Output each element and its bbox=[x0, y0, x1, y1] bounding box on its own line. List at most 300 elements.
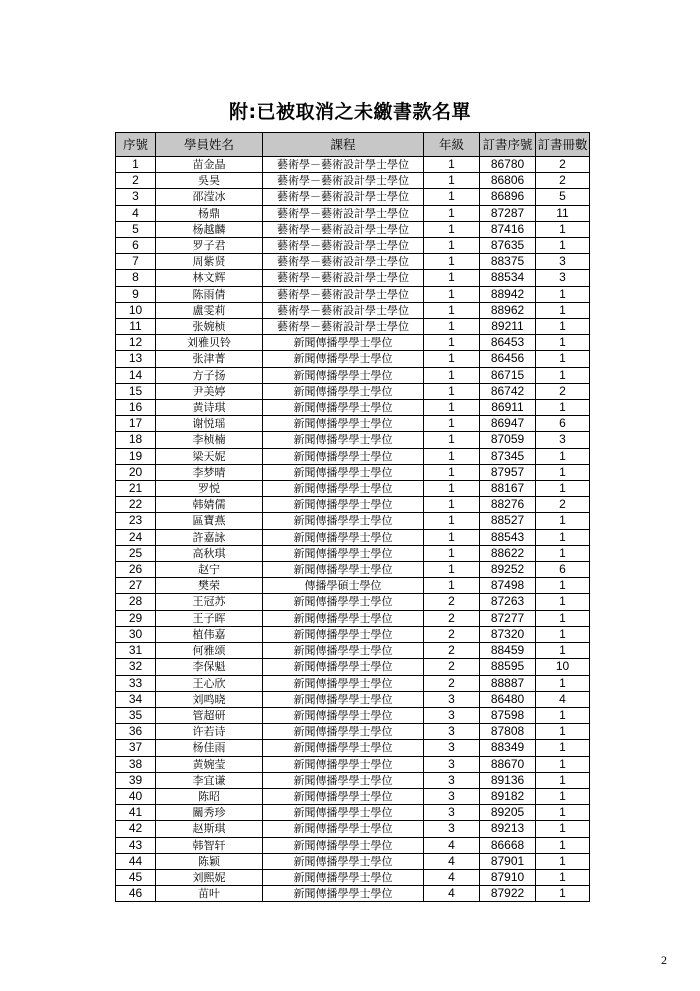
cell-book-count: 1 bbox=[536, 529, 590, 545]
table-row bbox=[116, 513, 590, 529]
cell-seq: 23 bbox=[116, 513, 156, 529]
cell-grade: 1 bbox=[424, 562, 480, 578]
cell-book-count: 1 bbox=[536, 821, 590, 837]
cell-order-number: 88459 bbox=[480, 643, 536, 659]
cell-order-number: 87059 bbox=[480, 432, 536, 448]
cell-name: 關秀珍 bbox=[156, 805, 263, 821]
cell-name: 陈颖 bbox=[156, 853, 263, 869]
cell-seq: 2 bbox=[116, 173, 156, 189]
cell-grade: 1 bbox=[424, 513, 480, 529]
table-row bbox=[116, 205, 590, 221]
cell-name: 张婉桢 bbox=[156, 319, 263, 335]
cell-grade: 1 bbox=[424, 416, 480, 432]
cell-name: 谢悦瑶 bbox=[156, 416, 263, 432]
cell-order-number: 88942 bbox=[480, 286, 536, 302]
cell-book-count: 5 bbox=[536, 189, 590, 205]
table-row bbox=[116, 497, 590, 513]
table-row bbox=[116, 157, 590, 173]
cell-grade: 3 bbox=[424, 805, 480, 821]
cell-order-number: 86911 bbox=[480, 400, 536, 416]
cell-seq: 41 bbox=[116, 805, 156, 821]
cell-name: 张津菁 bbox=[156, 351, 263, 367]
cell-seq: 18 bbox=[116, 432, 156, 448]
cell-seq: 32 bbox=[116, 659, 156, 675]
cell-name: 管超研 bbox=[156, 707, 263, 723]
cell-seq: 33 bbox=[116, 675, 156, 691]
cell-order-number: 88595 bbox=[480, 659, 536, 675]
cell-name: 黄婉莹 bbox=[156, 756, 263, 772]
cell-grade: 1 bbox=[424, 367, 480, 383]
table-row bbox=[116, 448, 590, 464]
cell-seq: 45 bbox=[116, 869, 156, 885]
cell-grade: 2 bbox=[424, 594, 480, 610]
table-row bbox=[116, 675, 590, 691]
cell-order-number: 88276 bbox=[480, 497, 536, 513]
cell-order-number: 87922 bbox=[480, 886, 536, 902]
cell-seq: 20 bbox=[116, 464, 156, 480]
cell-book-count: 1 bbox=[536, 886, 590, 902]
cell-name: 苗叶 bbox=[156, 886, 263, 902]
cell-grade: 1 bbox=[424, 270, 480, 286]
cell-order-number: 87598 bbox=[480, 707, 536, 723]
cell-seq: 34 bbox=[116, 691, 156, 707]
cell-course: 新聞傳播學學士學位 bbox=[263, 756, 424, 772]
cell-seq: 37 bbox=[116, 740, 156, 756]
cell-name: 邵滢冰 bbox=[156, 189, 263, 205]
cell-name: 杨鼎 bbox=[156, 205, 263, 221]
cell-name: 吳昊 bbox=[156, 173, 263, 189]
cell-course: 新聞傳播學學士學位 bbox=[263, 594, 424, 610]
cell-grade: 1 bbox=[424, 578, 480, 594]
cell-grade: 1 bbox=[424, 448, 480, 464]
cell-book-count: 1 bbox=[536, 707, 590, 723]
cell-course: 新聞傳播學學士學位 bbox=[263, 513, 424, 529]
table-row bbox=[116, 302, 590, 318]
cell-order-number: 88887 bbox=[480, 675, 536, 691]
cell-course: 新聞傳播學學士學位 bbox=[263, 529, 424, 545]
cell-book-count: 1 bbox=[536, 869, 590, 885]
cell-seq: 15 bbox=[116, 383, 156, 399]
cell-order-number: 88375 bbox=[480, 254, 536, 270]
cell-order-number: 86456 bbox=[480, 351, 536, 367]
cell-book-count: 1 bbox=[536, 464, 590, 480]
cell-grade: 3 bbox=[424, 821, 480, 837]
cell-seq: 11 bbox=[116, 319, 156, 335]
table-row bbox=[116, 578, 590, 594]
cell-grade: 3 bbox=[424, 772, 480, 788]
cell-seq: 26 bbox=[116, 562, 156, 578]
cell-course: 新聞傳播學學士學位 bbox=[263, 400, 424, 416]
cell-grade: 2 bbox=[424, 659, 480, 675]
cell-name: 赵宁 bbox=[156, 562, 263, 578]
cell-grade: 1 bbox=[424, 383, 480, 399]
cell-grade: 3 bbox=[424, 788, 480, 804]
cell-course: 藝術學－藝術設計學士學位 bbox=[263, 173, 424, 189]
cell-book-count: 1 bbox=[536, 594, 590, 610]
cell-seq: 16 bbox=[116, 400, 156, 416]
table-row bbox=[116, 869, 590, 885]
table-row bbox=[116, 481, 590, 497]
cell-course: 新聞傳播學學士學位 bbox=[263, 724, 424, 740]
table-row bbox=[116, 270, 590, 286]
cell-course: 新聞傳播學學士學位 bbox=[263, 707, 424, 723]
cell-order-number: 88349 bbox=[480, 740, 536, 756]
table-row bbox=[116, 545, 590, 561]
table-row bbox=[116, 788, 590, 804]
table-row bbox=[116, 740, 590, 756]
table-row bbox=[116, 691, 590, 707]
cell-book-count: 1 bbox=[536, 513, 590, 529]
cell-course: 新聞傳播學學士學位 bbox=[263, 416, 424, 432]
cell-course: 新聞傳播學學士學位 bbox=[263, 853, 424, 869]
cell-grade: 1 bbox=[424, 497, 480, 513]
cell-seq: 31 bbox=[116, 643, 156, 659]
cell-seq: 12 bbox=[116, 335, 156, 351]
cell-seq: 5 bbox=[116, 221, 156, 237]
cell-book-count: 3 bbox=[536, 270, 590, 286]
cell-grade: 2 bbox=[424, 675, 480, 691]
cell-name: 樊荣 bbox=[156, 578, 263, 594]
cell-book-count: 1 bbox=[536, 853, 590, 869]
cell-name: 區寶燕 bbox=[156, 513, 263, 529]
cell-grade: 1 bbox=[424, 481, 480, 497]
table-row bbox=[116, 886, 590, 902]
cell-course: 藝術學－藝術設計學士學位 bbox=[263, 319, 424, 335]
cell-course: 新聞傳播學學士學位 bbox=[263, 886, 424, 902]
cell-seq: 14 bbox=[116, 367, 156, 383]
cell-order-number: 86480 bbox=[480, 691, 536, 707]
cell-order-number: 88670 bbox=[480, 756, 536, 772]
cell-course: 新聞傳播學學士學位 bbox=[263, 432, 424, 448]
cell-order-number: 87320 bbox=[480, 626, 536, 642]
cell-order-number: 87416 bbox=[480, 221, 536, 237]
cell-book-count: 1 bbox=[536, 578, 590, 594]
cell-name: 许若诗 bbox=[156, 724, 263, 740]
cell-course: 新聞傳播學學士學位 bbox=[263, 821, 424, 837]
table-row bbox=[116, 853, 590, 869]
cell-seq: 38 bbox=[116, 756, 156, 772]
cell-course: 藝術學－藝術設計學士學位 bbox=[263, 189, 424, 205]
table-row bbox=[116, 724, 590, 740]
cell-seq: 3 bbox=[116, 189, 156, 205]
table-row bbox=[116, 383, 590, 399]
cell-seq: 43 bbox=[116, 837, 156, 853]
cell-book-count: 1 bbox=[536, 610, 590, 626]
table-row bbox=[116, 643, 590, 659]
cell-order-number: 86742 bbox=[480, 383, 536, 399]
cell-grade: 1 bbox=[424, 400, 480, 416]
cell-seq: 36 bbox=[116, 724, 156, 740]
cell-course: 新聞傳播學學士學位 bbox=[263, 740, 424, 756]
cell-name: 罗悦 bbox=[156, 481, 263, 497]
cell-name: 韩婧儒 bbox=[156, 497, 263, 513]
cell-name: 王心欣 bbox=[156, 675, 263, 691]
cell-name: 陈昭 bbox=[156, 788, 263, 804]
cell-course: 新聞傳播學學士學位 bbox=[263, 464, 424, 480]
table-row bbox=[116, 837, 590, 853]
cell-book-count: 6 bbox=[536, 416, 590, 432]
cell-grade: 1 bbox=[424, 157, 480, 173]
cell-grade: 3 bbox=[424, 740, 480, 756]
cell-course: 新聞傳播學學士學位 bbox=[263, 481, 424, 497]
cell-order-number: 87263 bbox=[480, 594, 536, 610]
cell-seq: 21 bbox=[116, 481, 156, 497]
cell-course: 新聞傳播學學士學位 bbox=[263, 659, 424, 675]
cell-book-count: 1 bbox=[536, 302, 590, 318]
cell-book-count: 1 bbox=[536, 545, 590, 561]
cell-grade: 1 bbox=[424, 254, 480, 270]
cell-seq: 29 bbox=[116, 610, 156, 626]
cell-seq: 39 bbox=[116, 772, 156, 788]
cell-order-number: 86896 bbox=[480, 189, 536, 205]
table-row bbox=[116, 335, 590, 351]
cell-order-number: 87957 bbox=[480, 464, 536, 480]
cell-course: 新聞傳播學學士學位 bbox=[263, 351, 424, 367]
cell-course: 新聞傳播學學士學位 bbox=[263, 562, 424, 578]
cell-name: 刘熙妮 bbox=[156, 869, 263, 885]
cell-name: 高秋琪 bbox=[156, 545, 263, 561]
cell-grade: 4 bbox=[424, 837, 480, 853]
cell-grade: 2 bbox=[424, 610, 480, 626]
table-row bbox=[116, 254, 590, 270]
cell-grade: 1 bbox=[424, 173, 480, 189]
cell-book-count: 11 bbox=[536, 205, 590, 221]
cell-name: 李保魁 bbox=[156, 659, 263, 675]
cell-name: 尹美婷 bbox=[156, 383, 263, 399]
table-row bbox=[116, 351, 590, 367]
cell-order-number: 86780 bbox=[480, 157, 536, 173]
cell-book-count: 1 bbox=[536, 756, 590, 772]
cell-book-count: 1 bbox=[536, 286, 590, 302]
cell-course: 新聞傳播學學士學位 bbox=[263, 643, 424, 659]
cell-book-count: 1 bbox=[536, 221, 590, 237]
cell-course: 新聞傳播學學士學位 bbox=[263, 335, 424, 351]
cell-course: 藝術學－藝術設計學士學位 bbox=[263, 302, 424, 318]
cell-order-number: 87277 bbox=[480, 610, 536, 626]
cell-book-count: 6 bbox=[536, 562, 590, 578]
header-course: 課程 bbox=[263, 133, 424, 157]
cell-grade: 4 bbox=[424, 869, 480, 885]
cell-course: 新聞傳播學學士學位 bbox=[263, 837, 424, 853]
cell-course: 藝術學－藝術設計學士學位 bbox=[263, 286, 424, 302]
cell-order-number: 89213 bbox=[480, 821, 536, 837]
cancelled-orders-table bbox=[115, 132, 590, 902]
table-row bbox=[116, 173, 590, 189]
cell-seq: 46 bbox=[116, 886, 156, 902]
cell-course: 新聞傳播學學士學位 bbox=[263, 497, 424, 513]
cell-grade: 3 bbox=[424, 707, 480, 723]
cell-name: 林文辉 bbox=[156, 270, 263, 286]
cell-grade: 1 bbox=[424, 529, 480, 545]
cell-seq: 6 bbox=[116, 238, 156, 254]
cell-order-number: 88622 bbox=[480, 545, 536, 561]
cell-book-count: 2 bbox=[536, 497, 590, 513]
table-row bbox=[116, 238, 590, 254]
cell-seq: 44 bbox=[116, 853, 156, 869]
table-row bbox=[116, 610, 590, 626]
table-row bbox=[116, 594, 590, 610]
cell-seq: 1 bbox=[116, 157, 156, 173]
cell-course: 新聞傳播學學士學位 bbox=[263, 805, 424, 821]
cell-name: 方子扬 bbox=[156, 367, 263, 383]
cell-course: 藝術學－藝術設計學士學位 bbox=[263, 254, 424, 270]
cell-name: 黄诗琪 bbox=[156, 400, 263, 416]
table-row bbox=[116, 319, 590, 335]
table-row bbox=[116, 707, 590, 723]
cell-book-count: 1 bbox=[536, 740, 590, 756]
cell-order-number: 86453 bbox=[480, 335, 536, 351]
cell-order-number: 87345 bbox=[480, 448, 536, 464]
cell-order-number: 89211 bbox=[480, 319, 536, 335]
cell-seq: 19 bbox=[116, 448, 156, 464]
cell-book-count: 1 bbox=[536, 335, 590, 351]
table-row bbox=[116, 772, 590, 788]
table-row bbox=[116, 659, 590, 675]
cell-book-count: 2 bbox=[536, 173, 590, 189]
cell-course: 新聞傳播學學士學位 bbox=[263, 383, 424, 399]
cell-order-number: 88543 bbox=[480, 529, 536, 545]
cell-grade: 1 bbox=[424, 464, 480, 480]
table-row bbox=[116, 756, 590, 772]
cell-name: 刘鸣晓 bbox=[156, 691, 263, 707]
table-row bbox=[116, 562, 590, 578]
cell-order-number: 88167 bbox=[480, 481, 536, 497]
cell-name: 植伟嘉 bbox=[156, 626, 263, 642]
cell-grade: 1 bbox=[424, 189, 480, 205]
cell-grade: 3 bbox=[424, 756, 480, 772]
cell-order-number: 89252 bbox=[480, 562, 536, 578]
cell-course: 新聞傳播學學士學位 bbox=[263, 869, 424, 885]
cell-name: 罗子君 bbox=[156, 238, 263, 254]
cell-name: 杨越麟 bbox=[156, 221, 263, 237]
cell-book-count: 3 bbox=[536, 254, 590, 270]
header-name: 學員姓名 bbox=[156, 133, 263, 157]
cell-book-count: 1 bbox=[536, 400, 590, 416]
cell-seq: 4 bbox=[116, 205, 156, 221]
cell-name: 苗金晶 bbox=[156, 157, 263, 173]
cell-name: 刘雅贝铃 bbox=[156, 335, 263, 351]
cell-book-count: 1 bbox=[536, 837, 590, 853]
cell-grade: 1 bbox=[424, 205, 480, 221]
cell-name: 何雅颂 bbox=[156, 643, 263, 659]
table-row bbox=[116, 189, 590, 205]
table-row bbox=[116, 400, 590, 416]
cell-seq: 40 bbox=[116, 788, 156, 804]
table-header-row bbox=[116, 133, 590, 157]
cell-book-count: 10 bbox=[536, 659, 590, 675]
cell-seq: 28 bbox=[116, 594, 156, 610]
cell-course: 藝術學－藝術設計學士學位 bbox=[263, 157, 424, 173]
table-row bbox=[116, 821, 590, 837]
header-order-number: 訂書序號 bbox=[480, 133, 536, 157]
cell-course: 新聞傳播學學士學位 bbox=[263, 610, 424, 626]
cell-book-count: 1 bbox=[536, 675, 590, 691]
cell-grade: 1 bbox=[424, 319, 480, 335]
table-row bbox=[116, 367, 590, 383]
cell-grade: 3 bbox=[424, 691, 480, 707]
cell-book-count: 1 bbox=[536, 643, 590, 659]
table-body bbox=[116, 157, 590, 902]
cell-seq: 7 bbox=[116, 254, 156, 270]
cell-order-number: 89182 bbox=[480, 788, 536, 804]
cell-order-number: 86806 bbox=[480, 173, 536, 189]
header-book-count: 訂書冊數 bbox=[536, 133, 590, 157]
cell-order-number: 87901 bbox=[480, 853, 536, 869]
header-grade: 年級 bbox=[424, 133, 480, 157]
cell-seq: 9 bbox=[116, 286, 156, 302]
cell-order-number: 87910 bbox=[480, 869, 536, 885]
cell-grade: 3 bbox=[424, 724, 480, 740]
cell-course: 新聞傳播學學士學位 bbox=[263, 626, 424, 642]
cell-seq: 27 bbox=[116, 578, 156, 594]
cell-book-count: 4 bbox=[536, 691, 590, 707]
table-row bbox=[116, 286, 590, 302]
cell-order-number: 89205 bbox=[480, 805, 536, 821]
cell-book-count: 1 bbox=[536, 448, 590, 464]
cell-book-count: 1 bbox=[536, 319, 590, 335]
cell-course: 新聞傳播學學士學位 bbox=[263, 367, 424, 383]
cell-grade: 2 bbox=[424, 643, 480, 659]
table-row bbox=[116, 529, 590, 545]
cell-seq: 13 bbox=[116, 351, 156, 367]
cell-course: 新聞傳播學學士學位 bbox=[263, 772, 424, 788]
cell-name: 李梦晴 bbox=[156, 464, 263, 480]
cell-course: 藝術學－藝術設計學士學位 bbox=[263, 270, 424, 286]
cell-grade: 4 bbox=[424, 853, 480, 869]
table-row bbox=[116, 432, 590, 448]
cell-book-count: 2 bbox=[536, 383, 590, 399]
cell-name: 赵斯琪 bbox=[156, 821, 263, 837]
page-title: 附:已被取消之未繳書款名單 bbox=[228, 101, 472, 123]
cell-course: 藝術學－藝術設計學士學位 bbox=[263, 238, 424, 254]
cell-name: 陈雨倩 bbox=[156, 286, 263, 302]
cell-course: 藝術學－藝術設計學士學位 bbox=[263, 205, 424, 221]
cell-course: 新聞傳播學學士學位 bbox=[263, 545, 424, 561]
cell-seq: 25 bbox=[116, 545, 156, 561]
cell-book-count: 1 bbox=[536, 481, 590, 497]
cell-name: 韩智轩 bbox=[156, 837, 263, 853]
cell-grade: 1 bbox=[424, 335, 480, 351]
cell-book-count: 1 bbox=[536, 351, 590, 367]
cell-book-count: 1 bbox=[536, 238, 590, 254]
cell-order-number: 86668 bbox=[480, 837, 536, 853]
cell-order-number: 87287 bbox=[480, 205, 536, 221]
table-row bbox=[116, 626, 590, 642]
cell-name: 周紫贤 bbox=[156, 254, 263, 270]
cell-grade: 1 bbox=[424, 432, 480, 448]
cell-order-number: 86947 bbox=[480, 416, 536, 432]
cell-name: 李宜谦 bbox=[156, 772, 263, 788]
cell-grade: 4 bbox=[424, 886, 480, 902]
cell-order-number: 88527 bbox=[480, 513, 536, 529]
cell-course: 新聞傳播學學士學位 bbox=[263, 691, 424, 707]
cell-name: 梁天妮 bbox=[156, 448, 263, 464]
cell-name: 王子晖 bbox=[156, 610, 263, 626]
cell-book-count: 1 bbox=[536, 772, 590, 788]
cell-course: 傳播學碩士學位 bbox=[263, 578, 424, 594]
cell-seq: 30 bbox=[116, 626, 156, 642]
cell-grade: 2 bbox=[424, 626, 480, 642]
cell-grade: 1 bbox=[424, 351, 480, 367]
table-row bbox=[116, 221, 590, 237]
header-seq: 序號 bbox=[116, 133, 156, 157]
cell-order-number: 87498 bbox=[480, 578, 536, 594]
cell-course: 新聞傳播學學士學位 bbox=[263, 448, 424, 464]
cell-order-number: 86715 bbox=[480, 367, 536, 383]
cell-order-number: 88962 bbox=[480, 302, 536, 318]
table-row bbox=[116, 416, 590, 432]
cell-book-count: 1 bbox=[536, 367, 590, 383]
